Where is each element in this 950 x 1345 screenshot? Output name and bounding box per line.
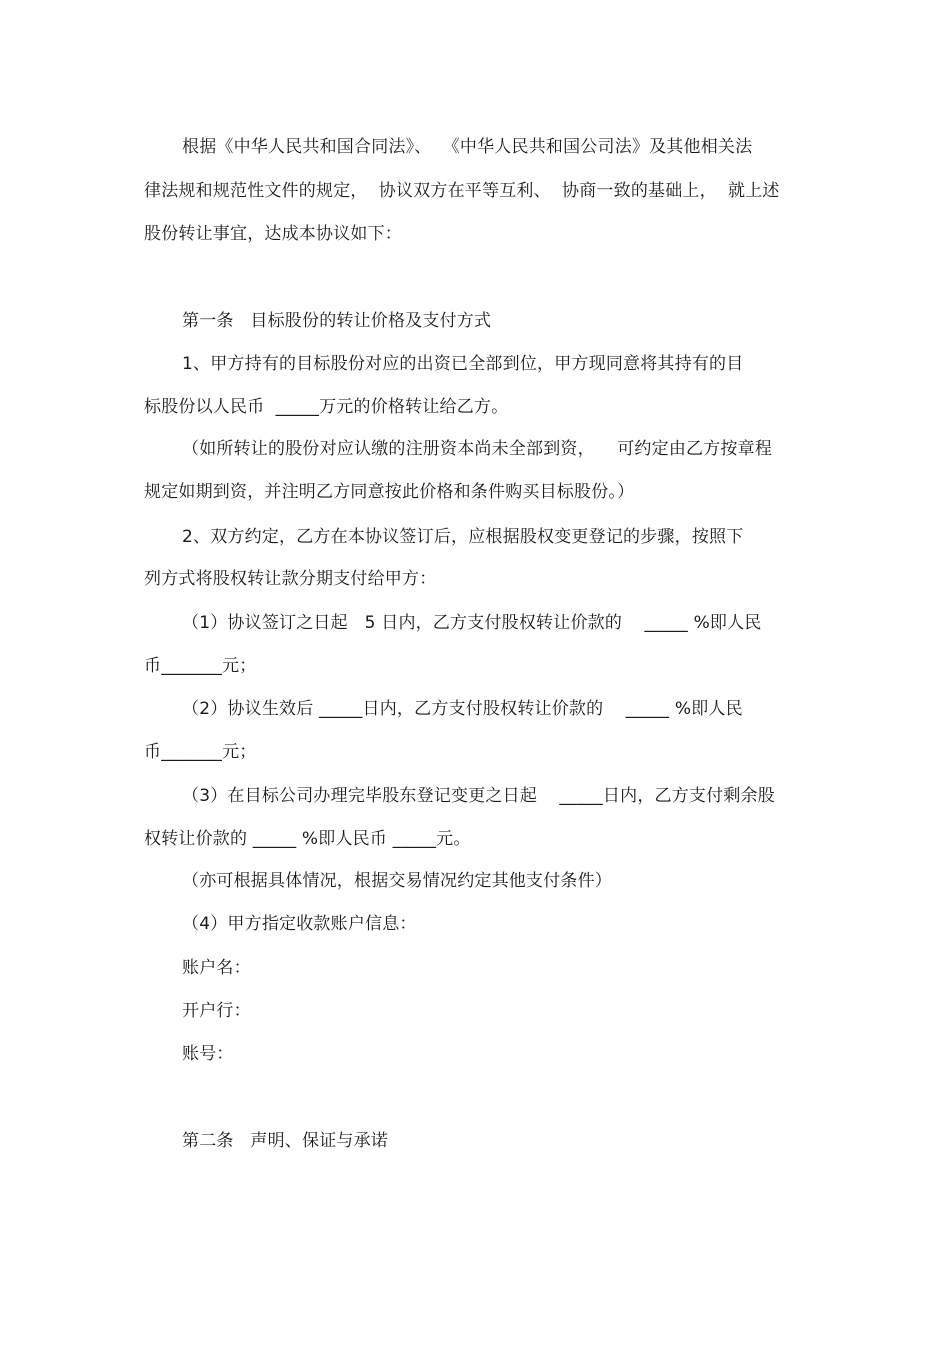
clause1-line-2: 标股份以人民币 _____万元的价格转让给乙方。	[144, 397, 509, 417]
clause2-line-1: 2、双方约定，乙方在本协议签订后，应根据股权变更登记的步骤，按照下	[182, 527, 744, 547]
preamble-line-2: 律法规和规范性文件的规定， 协议双方在平等互利、 协商一致的基础上， 就上述	[144, 181, 780, 201]
item2-line-1: （2）协议生效后 _____日内，乙方支付股权转让价款的 _____ %即人民	[182, 699, 743, 719]
bank-label: 开户行：	[182, 1001, 251, 1021]
item1-line-1: （1）协议签订之日起 5 日内，乙方支付股权转让价款的 _____ %即人民	[182, 613, 762, 633]
clause1-line-1: 1、甲方持有的目标股份对应的出资已全部到位，甲方现同意将其持有的目	[182, 354, 744, 374]
item4: （4）甲方指定收款账户信息：	[182, 914, 417, 934]
note2: （亦可根据具体情况，根据交易情况约定其他支付条件）	[182, 871, 612, 891]
preamble-line-3: 股份转让事宜，达成本协议如下：	[144, 224, 402, 244]
note1-line-1: （如所转让的股份对应认缴的注册资本尚未全部到资， 可约定由乙方按章程	[182, 439, 773, 459]
item1-line-2: 币_______元；	[144, 656, 257, 676]
preamble-line-1: 根据《中华人民共和国合同法》、 《中华人民共和国公司法》及其他相关法	[182, 137, 753, 157]
article2-heading: 第二条 声明、保证与承诺	[182, 1131, 389, 1151]
clause2-line-2: 列方式将股权转让款分期支付给甲方：	[144, 569, 437, 589]
article1-heading: 第一条 目标股份的转让价格及支付方式	[182, 311, 492, 331]
item2-line-2: 币_______元；	[144, 742, 257, 762]
account-number-label: 账号：	[182, 1044, 234, 1064]
account-name-label: 账户名：	[182, 958, 251, 978]
note1-line-2: 规定如期到资，并注明乙方同意按此价格和条件购买目标股份。）	[144, 482, 635, 502]
item3-line-2: 权转让价款的 _____ %即人民币 _____元。	[144, 829, 471, 849]
item3-line-1: （3）在目标公司办理完毕股东登记变更之日起 _____日内，乙方支付剩余股	[182, 786, 775, 806]
